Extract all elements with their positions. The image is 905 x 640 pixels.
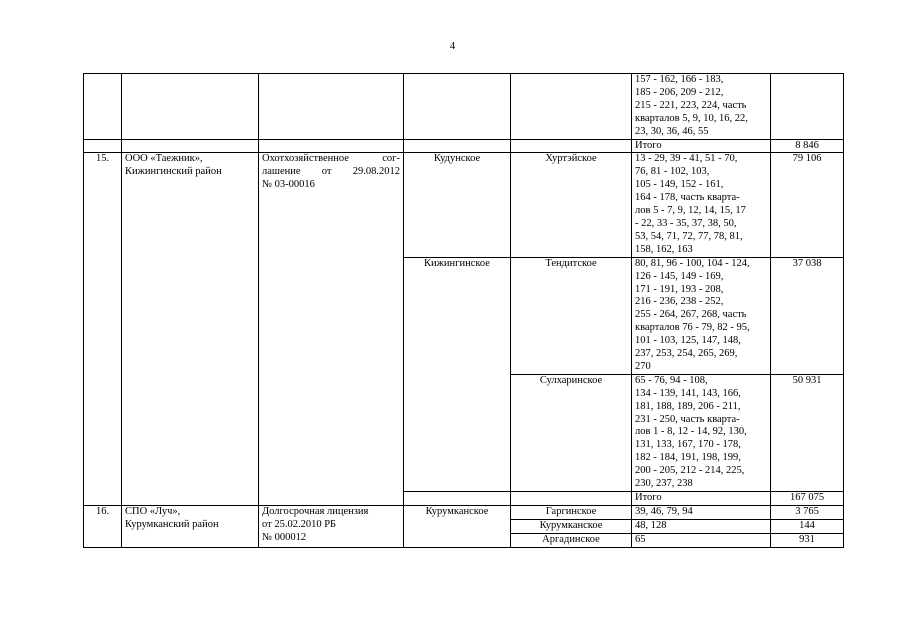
- total-label: Итого: [632, 139, 771, 153]
- table-row-15-khurteyskoe: [84, 153, 844, 257]
- forestry-cell: Кудунское: [404, 153, 511, 257]
- forestry-cell: Курумканское: [404, 505, 511, 547]
- page-number: 4: [449, 40, 456, 52]
- section-cell: Сулхаринское: [511, 374, 632, 491]
- quarters-cell: 39, 46, 79, 94: [632, 505, 771, 519]
- section-cell: Курумканское: [511, 519, 632, 533]
- section-cell: Тендитское: [511, 257, 632, 374]
- document-cell: Долгосрочная лицензия от 25.02.2010 РБ № 000012: [259, 505, 404, 547]
- area-cell: 50 931: [771, 374, 844, 491]
- organization-cell: СПО «Луч», Курумканский район: [122, 505, 259, 547]
- total-label: Итого: [632, 492, 771, 506]
- row-number: 16.: [84, 505, 122, 547]
- row-number: 15.: [84, 153, 122, 505]
- quarters-cell: 157 - 162, 166 - 183, 185 - 206, 209 - 212, 215 - 221, 223, 224, часть кварталов 5, 9, 10, 16, 22, 23, 30, 36, 46, 55: [632, 74, 771, 140]
- area-cell: 144: [771, 519, 844, 533]
- quarters-cell: 80, 81, 96 - 100, 104 - 124, 126 - 145, 149 - 169, 171 - 191, 193 - 208, 216 - 236, 238 - 252, 255 - 264, 267, 268, часть кварталов 76 - 79, 82 - 95, 101 - 103, 125, 147, 148, 237, 253, 254, 265, 269, 270: [632, 257, 771, 374]
- table-row-continuation-total: [84, 139, 844, 153]
- hunting-grounds-table: [83, 73, 844, 548]
- section-cell: Аргадинское: [511, 533, 632, 547]
- quarters-cell: 65 - 76, 94 - 108, 134 - 139, 141, 143, 166, 181, 188, 189, 206 - 211, 231 - 250, часть кварта- лов 1 - 8, 12 - 14, 92, 130, 131, 133, 167, 170 - 178, 182 - 184, 191, 198, 199, 200 - 205, 212 - 214, 225, 230, 237, 238: [632, 374, 771, 491]
- area-cell: 79 106: [771, 153, 844, 257]
- area-cell: 931: [771, 533, 844, 547]
- section-cell: Гаргинское: [511, 505, 632, 519]
- section-cell: Хуртэйское: [511, 153, 632, 257]
- table-row-continuation: [84, 74, 844, 140]
- organization-cell: ООО «Таежник», Кижингинский район: [122, 153, 259, 505]
- total-area: 167 075: [771, 492, 844, 506]
- area-cell: 3 765: [771, 505, 844, 519]
- quarters-cell: 13 - 29, 39 - 41, 51 - 70, 76, 81 - 102, 103, 105 - 149, 152 - 161, 164 - 178, часть кварта- лов 5 - 7, 9, 12, 14, 15, 17 - 22, 33 - 35, 37, 38, 50, 53, 54, 71, 72, 77, 78, 81, 158, 162, 163: [632, 153, 771, 257]
- forestry-cell: Кижингинское: [404, 257, 511, 491]
- area-cell: 37 038: [771, 257, 844, 374]
- document-cell: Охотхозяйственное сог- лашение от 29.08.2012 № 03-00016: [259, 153, 404, 505]
- quarters-cell: 65: [632, 533, 771, 547]
- quarters-cell: 48, 128: [632, 519, 771, 533]
- total-area: 8 846: [771, 139, 844, 153]
- table-row-16-garginskoe: [84, 505, 844, 519]
